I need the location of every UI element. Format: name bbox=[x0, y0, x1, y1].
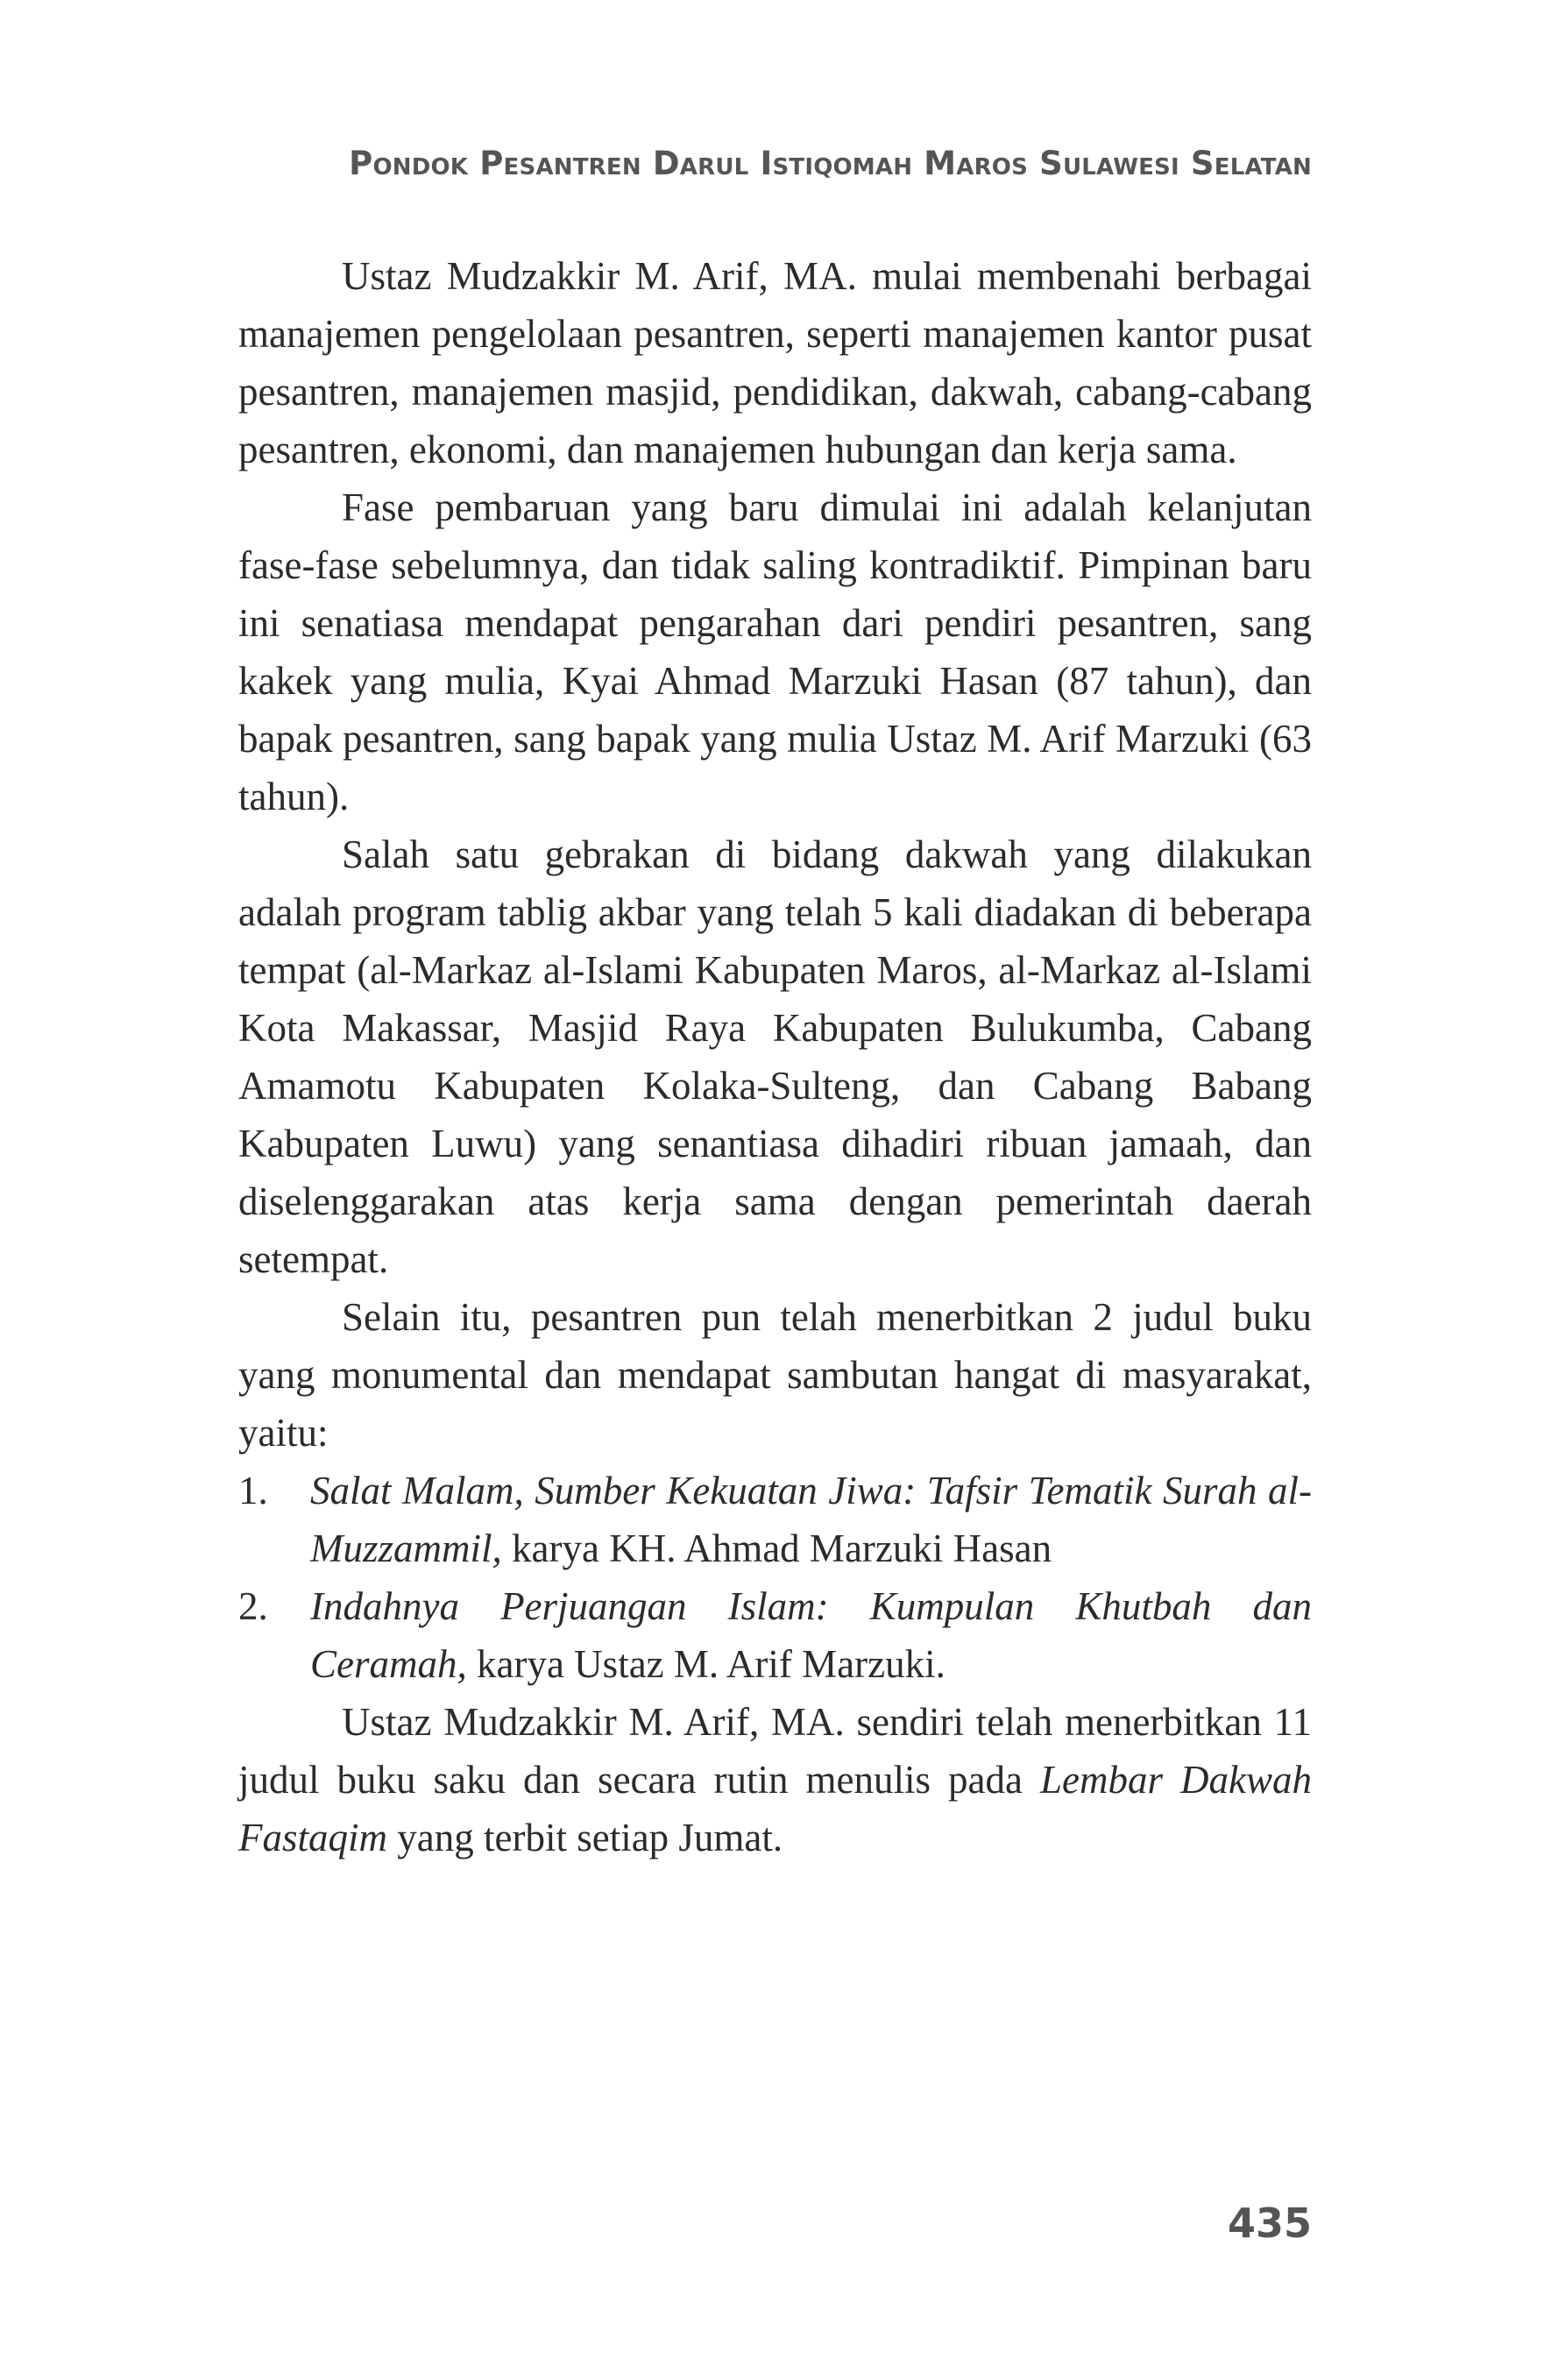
book-list bbox=[238, 1462, 1312, 1693]
list-number: 2. bbox=[238, 1584, 268, 1628]
list-item bbox=[238, 1462, 1312, 1577]
paragraph-2: Fase pembaruan yang baru dimulai ini adalah kelanjutan fase-fase sebelumnya, dan tidak saling kontradiktif. Pimpinan baru ini senatiasa mendapat pengarahan dari pendiri pesantren, sang kakek yang mulia, Kyai Ahmad Marzuki Hasan (87 tahun), dan bapak pesantren, sang bapak yang mulia Ustaz M. Arif Marzuki (63 tahun). bbox=[238, 485, 1312, 818]
book-author: karya KH. Ahmad Marzuki Hasan bbox=[501, 1526, 1052, 1570]
paragraph-5 bbox=[238, 1693, 1312, 1866]
page-number: 435 bbox=[1227, 2199, 1312, 2247]
list-item bbox=[238, 1577, 1312, 1693]
paragraph-5-end: yang terbit setiap Jumat. bbox=[387, 1816, 783, 1859]
paragraph-5-start: Ustaz Mudzakkir M. Arif, MA. sendiri telah menerbitkan 11 judul buku saku dan secara rutin menulis pada bbox=[238, 1700, 1312, 1802]
paragraph-1: Ustaz Mudzakkir M. Arif, MA. mulai membenahi berbagai manajemen pengelolaan pesantren, seperti manajemen kantor pusat pesantren, manajemen masjid, pendidikan, dakwah, cabang-cabang pesantren, ekonomi, dan manajemen hubungan dan kerja sama. bbox=[238, 254, 1312, 471]
body-text bbox=[238, 247, 1312, 1866]
book-title: Salat Malam, Sumber Kekuatan Jiwa: Tafsir Tematik Surah al-Muzzammil, bbox=[310, 1469, 1312, 1570]
publication-title: Lembar Dakwah Fastaqim bbox=[238, 1758, 1312, 1859]
book-author: karya Ustaz M. Arif Marzuki. bbox=[466, 1642, 945, 1686]
list-number: 1. bbox=[238, 1469, 268, 1512]
paragraph-4: Selain itu, pesantren pun telah menerbitkan 2 judul buku yang monumental dan mendapat sambutan hangat di masyarakat, yaitu: bbox=[238, 1295, 1312, 1455]
paragraph-3: Salah satu gebrakan di bidang dakwah yang dilakukan adalah program tablig akbar yang telah 5 kali diadakan di beberapa tempat (al-Markaz al-Islami Kabupaten Maros, al-Markaz al-Islami Kota Makassar, Masjid Raya Kabupaten Bulukumba, Cabang Amamotu Kabupaten Kolaka-Sulteng, dan Cabang Babang Kabupaten Luwu) yang senantiasa dihadiri ribuan jamaah, dan diselenggarakan atas kerja sama dengan pemerintah daerah setempat. bbox=[238, 832, 1312, 1281]
book-title: Indahnya Perjuangan Islam: Kumpulan Khutbah dan Ceramah, bbox=[310, 1584, 1312, 1686]
running-header: Pondok Pesantren Darul Istiqomah Maros Sulawesi Selatan bbox=[349, 145, 1312, 182]
